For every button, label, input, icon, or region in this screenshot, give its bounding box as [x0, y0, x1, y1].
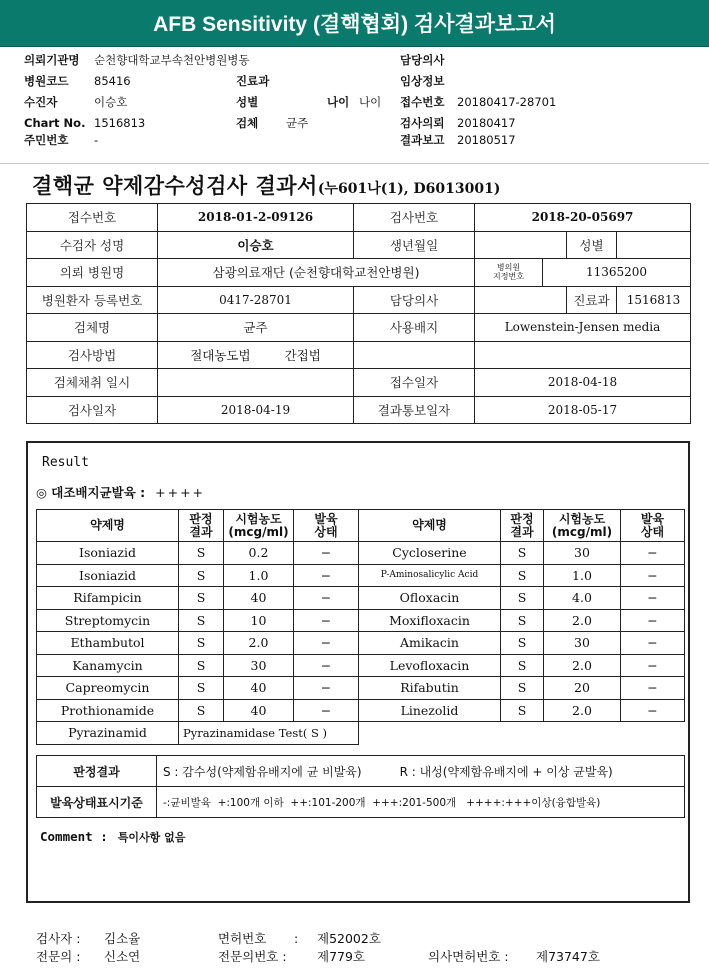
sex-value — [617, 231, 691, 259]
test-concentration: 2.0 — [224, 632, 294, 655]
growth-status: − — [294, 564, 359, 587]
meta-key: 나이 — [327, 95, 350, 109]
comment-label: Comment : — [40, 829, 108, 844]
hospital-label: 의뢰 병원명 — [27, 259, 158, 287]
test-concentration: 1.0 — [224, 564, 294, 587]
spec-no-label: 전문의번호 : — [218, 949, 287, 964]
result-title: Result — [42, 455, 89, 470]
report-header-title: AFB Sensitivity (결핵협회) 검사결과보고서 — [0, 0, 709, 47]
meta-value: 20180517 — [457, 133, 516, 147]
judge-legend-label: 판정결과 — [37, 756, 157, 787]
media-value: Lowenstein-Jensen media — [475, 314, 691, 342]
meta-key: 수진자 — [24, 95, 58, 109]
judge-result: S — [501, 587, 544, 610]
judge-result: S — [501, 564, 544, 587]
table-row — [37, 654, 685, 677]
method-absolute: 절대농도법 — [190, 347, 251, 363]
dept-value: 1516813 — [617, 286, 691, 314]
drug-name: Cycloserine — [359, 542, 501, 565]
table-row — [27, 341, 691, 369]
result-section — [26, 441, 690, 903]
judge-result: S — [501, 654, 544, 677]
meta-value: 나이 — [359, 95, 382, 109]
doctor-value — [475, 286, 567, 314]
table-row — [37, 722, 685, 745]
table-row — [37, 609, 685, 632]
table-row — [27, 396, 691, 424]
header-line: 결과 — [510, 524, 534, 539]
method-label: 검사방법 — [27, 341, 158, 369]
drug-name: Isoniazid — [37, 542, 179, 565]
divider — [0, 163, 709, 164]
drug-name: Linezolid — [359, 699, 501, 722]
drug-name: Streptomycin — [37, 609, 179, 632]
method-value — [158, 341, 354, 369]
meta-value: 이승호 — [94, 95, 128, 109]
hospital-code-label — [475, 259, 543, 287]
specimen-value: 균주 — [158, 314, 354, 342]
meta-key: 임상정보 — [400, 74, 445, 88]
table-row — [27, 314, 691, 342]
header-line: 발육 — [314, 511, 338, 526]
meta-key: 성별 — [236, 95, 259, 109]
specialist-value: 신소연 — [104, 949, 141, 964]
growth-status: − — [621, 699, 685, 722]
growth-status: − — [621, 632, 685, 655]
control-growth — [36, 483, 205, 501]
empty-cell — [354, 341, 475, 369]
test-concentration: 2.0 — [544, 609, 621, 632]
test-concentration: 0.2 — [224, 542, 294, 565]
meta-key: 주민번호 — [24, 133, 69, 147]
legend-table — [36, 755, 685, 818]
request-info-table — [26, 203, 691, 424]
growth-status: − — [294, 699, 359, 722]
drug-name: P-Aminosalicylic Acid — [359, 564, 501, 587]
growth-legend-value: -:균비발육 +:100개 이하 ++:101-200개 +++:201-500개 ++++:+++이상(융합발육) — [157, 787, 685, 818]
growth-status: − — [621, 587, 685, 610]
meta-row — [24, 132, 694, 148]
meta-key: 검체 — [236, 116, 259, 130]
judge-result: S — [179, 542, 224, 565]
table-row — [27, 286, 691, 314]
judge-result: S — [501, 632, 544, 655]
reg-no-label: 병원환자 등록번호 — [27, 286, 158, 314]
meta-key: 병원코드 — [24, 74, 69, 88]
table-row — [37, 632, 685, 655]
drug-name: Ofloxacin — [359, 587, 501, 610]
growth-status: − — [294, 609, 359, 632]
drug-name: Capreomycin — [37, 677, 179, 700]
specialist-label: 전문의 : — [36, 949, 81, 964]
doctor-license-value: 제73747호 — [536, 949, 600, 964]
dob-value — [475, 231, 567, 259]
growth-status: − — [621, 654, 685, 677]
sex-label: 성별 — [567, 231, 617, 259]
growth-status: − — [621, 564, 685, 587]
header-line: 상태 — [314, 524, 338, 539]
drug-name: Moxifloxacin — [359, 609, 501, 632]
judge-result: S — [501, 699, 544, 722]
specimen-label: 검체명 — [27, 314, 158, 342]
meta-row — [24, 73, 694, 89]
received-value: 2018-04-18 — [475, 369, 691, 397]
test-concentration: 30 — [544, 542, 621, 565]
judge-result: S — [179, 587, 224, 610]
test-concentration: 40 — [224, 587, 294, 610]
header-line: 상태 — [640, 524, 665, 539]
meta-key: 의뢰기관명 — [24, 53, 80, 67]
table-row — [37, 542, 685, 565]
drug-sensitivity-table — [36, 509, 685, 745]
growth-legend-label: 발육상태표시기준 — [37, 787, 157, 818]
report-title-text: 결핵균 약제감수성검사 결과서 — [32, 173, 318, 198]
report-date-label: 결과통보일자 — [354, 396, 475, 424]
receipt-no-value: 2018-01-2-09126 — [158, 204, 354, 232]
meta-value: 20180417 — [457, 116, 516, 130]
test-date-value: 2018-04-19 — [158, 396, 354, 424]
test-concentration: 10 — [224, 609, 294, 632]
footer-row — [36, 948, 696, 966]
growth-status: − — [294, 632, 359, 655]
judge-result: S — [179, 632, 224, 655]
meta-row — [24, 94, 694, 110]
hospital-value: 삼광의료재단 (순천향대학교천안병원) — [158, 259, 475, 287]
meta-key: 검사의뢰 — [400, 116, 445, 130]
test-concentration: 1.0 — [544, 564, 621, 587]
collect-value — [158, 369, 354, 397]
header-line: 시험농도 — [558, 511, 606, 526]
col-judge-header — [179, 510, 224, 542]
col-conc-header — [224, 510, 294, 542]
dept-label: 진료과 — [567, 286, 617, 314]
header-line: 발육 — [640, 511, 665, 526]
test-concentration: 20 — [544, 677, 621, 700]
comment-value: 특이사항 없음 — [117, 831, 186, 844]
header-line: 판정 — [189, 511, 213, 526]
table-row — [37, 564, 685, 587]
header-line: (mcg/ml) — [228, 524, 289, 539]
judge-result: S — [179, 609, 224, 632]
table-row — [27, 204, 691, 232]
pyrazinamidase-cell: Pyrazinamidase Test( S ) — [179, 722, 359, 745]
judge-result: S — [501, 677, 544, 700]
meta-value: - — [94, 133, 99, 147]
license-label: 면허번호 — [218, 931, 267, 946]
growth-status: − — [294, 542, 359, 565]
judge-legend-value — [157, 756, 685, 787]
table-row — [27, 369, 691, 397]
control-growth-label: ◎ 대조배지균발육 : — [36, 485, 146, 500]
judge-result: S — [179, 654, 224, 677]
meta-key: 결과보고 — [400, 133, 445, 147]
comment — [40, 829, 185, 845]
growth-status: − — [294, 587, 359, 610]
meta-value: 순천향대학교부속천안병원병동 — [94, 53, 250, 67]
growth-status: − — [621, 677, 685, 700]
growth-status: − — [294, 677, 359, 700]
col-conc-header — [544, 510, 621, 542]
receipt-no-label: 접수번호 — [27, 204, 158, 232]
test-concentration: 4.0 — [544, 587, 621, 610]
empty-cell — [475, 341, 691, 369]
doctor-label: 담당의사 — [354, 286, 475, 314]
meta-key: 접수번호 — [400, 95, 445, 109]
test-concentration: 30 — [544, 632, 621, 655]
growth-status: − — [294, 654, 359, 677]
col-drug-header: 약제명 — [359, 510, 501, 542]
report-subtitle: (누601나(1), D6013001) — [317, 181, 501, 197]
drug-name: Isoniazid — [37, 564, 179, 587]
header-line: 결과 — [189, 524, 213, 539]
hospital-code-value: 11365200 — [543, 259, 691, 287]
drug-name: Rifabutin — [359, 677, 501, 700]
meta-value: 20180417-28701 — [457, 95, 557, 109]
drug-name: Ethambutol — [37, 632, 179, 655]
collect-label: 검체채취 일시 — [27, 369, 158, 397]
growth-status: − — [621, 609, 685, 632]
table-row — [37, 699, 685, 722]
reg-no-value: 0417-28701 — [158, 286, 354, 314]
spec-no-value: 제779호 — [317, 949, 366, 964]
table-row — [27, 259, 691, 287]
col-drug-header: 약제명 — [37, 510, 179, 542]
drug-name: Levofloxacin — [359, 654, 501, 677]
meta-key: Chart No. — [24, 116, 86, 130]
growth-status: − — [621, 542, 685, 565]
meta-row — [24, 115, 694, 131]
table-row — [37, 587, 685, 610]
test-no-label: 검사번호 — [354, 204, 475, 232]
meta-value: 1516813 — [94, 116, 146, 130]
pyrazinamid-cell: Pyrazinamid — [37, 722, 179, 745]
test-concentration: 30 — [224, 654, 294, 677]
test-concentration: 2.0 — [544, 699, 621, 722]
meta-key: 진료과 — [236, 74, 270, 88]
license-colon: : — [294, 931, 299, 946]
meta-value: 85416 — [94, 74, 131, 88]
media-label: 사용배지 — [354, 314, 475, 342]
report-title — [32, 170, 500, 200]
patient-label: 수검자 성명 — [27, 231, 158, 259]
table-row — [37, 787, 685, 818]
table-row — [37, 677, 685, 700]
hospital-code-label-line: 지정번호 — [493, 272, 524, 282]
test-date-label: 검사일자 — [27, 396, 158, 424]
test-concentration: 2.0 — [544, 654, 621, 677]
drug-name: Rifampicin — [37, 587, 179, 610]
header-line: (mcg/ml) — [551, 524, 613, 539]
drug-name: Amikacin — [359, 632, 501, 655]
test-no-value: 2018-20-05697 — [475, 204, 691, 232]
tester-label: 검사자 : — [36, 931, 81, 946]
table-row — [37, 756, 685, 787]
footer-row — [36, 930, 696, 948]
method-indirect: 간접법 — [284, 347, 321, 363]
judge-s-text: S : 감수성(약제함유배지에 균 비발육) — [163, 764, 362, 779]
judge-result: S — [501, 542, 544, 565]
header-line: 시험농도 — [235, 511, 282, 526]
report-date-value: 2018-05-17 — [475, 396, 691, 424]
control-growth-value: ++++ — [155, 485, 206, 500]
col-growth-header — [294, 510, 359, 542]
hospital-code-label-line: 병의원 — [496, 263, 521, 273]
meta-key: 담당의사 — [400, 53, 445, 67]
received-label: 접수일자 — [354, 369, 475, 397]
dob-label: 생년월일 — [354, 231, 475, 259]
tester-value: 김소율 — [104, 931, 141, 946]
meta-value: 균주 — [286, 116, 309, 130]
test-concentration: 40 — [224, 699, 294, 722]
judge-result: S — [179, 699, 224, 722]
drug-name: Kanamycin — [37, 654, 179, 677]
judge-result: S — [179, 564, 224, 587]
col-growth-header — [621, 510, 685, 542]
table-header-row — [37, 510, 685, 542]
judge-r-text: R : 내성(약제함유배지에 + 이상 균발육) — [399, 764, 613, 779]
empty-cell — [359, 722, 685, 745]
meta-row — [24, 52, 694, 68]
test-concentration: 40 — [224, 677, 294, 700]
header-line: 판정 — [510, 511, 534, 526]
doctor-license-label: 의사면허번호 : — [428, 949, 509, 964]
table-row — [27, 231, 691, 259]
col-judge-header — [501, 510, 544, 542]
drug-name: Prothionamide — [37, 699, 179, 722]
judge-result: S — [501, 609, 544, 632]
judge-result: S — [179, 677, 224, 700]
patient-value: 이승호 — [158, 231, 354, 259]
license-value: 제52002호 — [317, 931, 381, 946]
